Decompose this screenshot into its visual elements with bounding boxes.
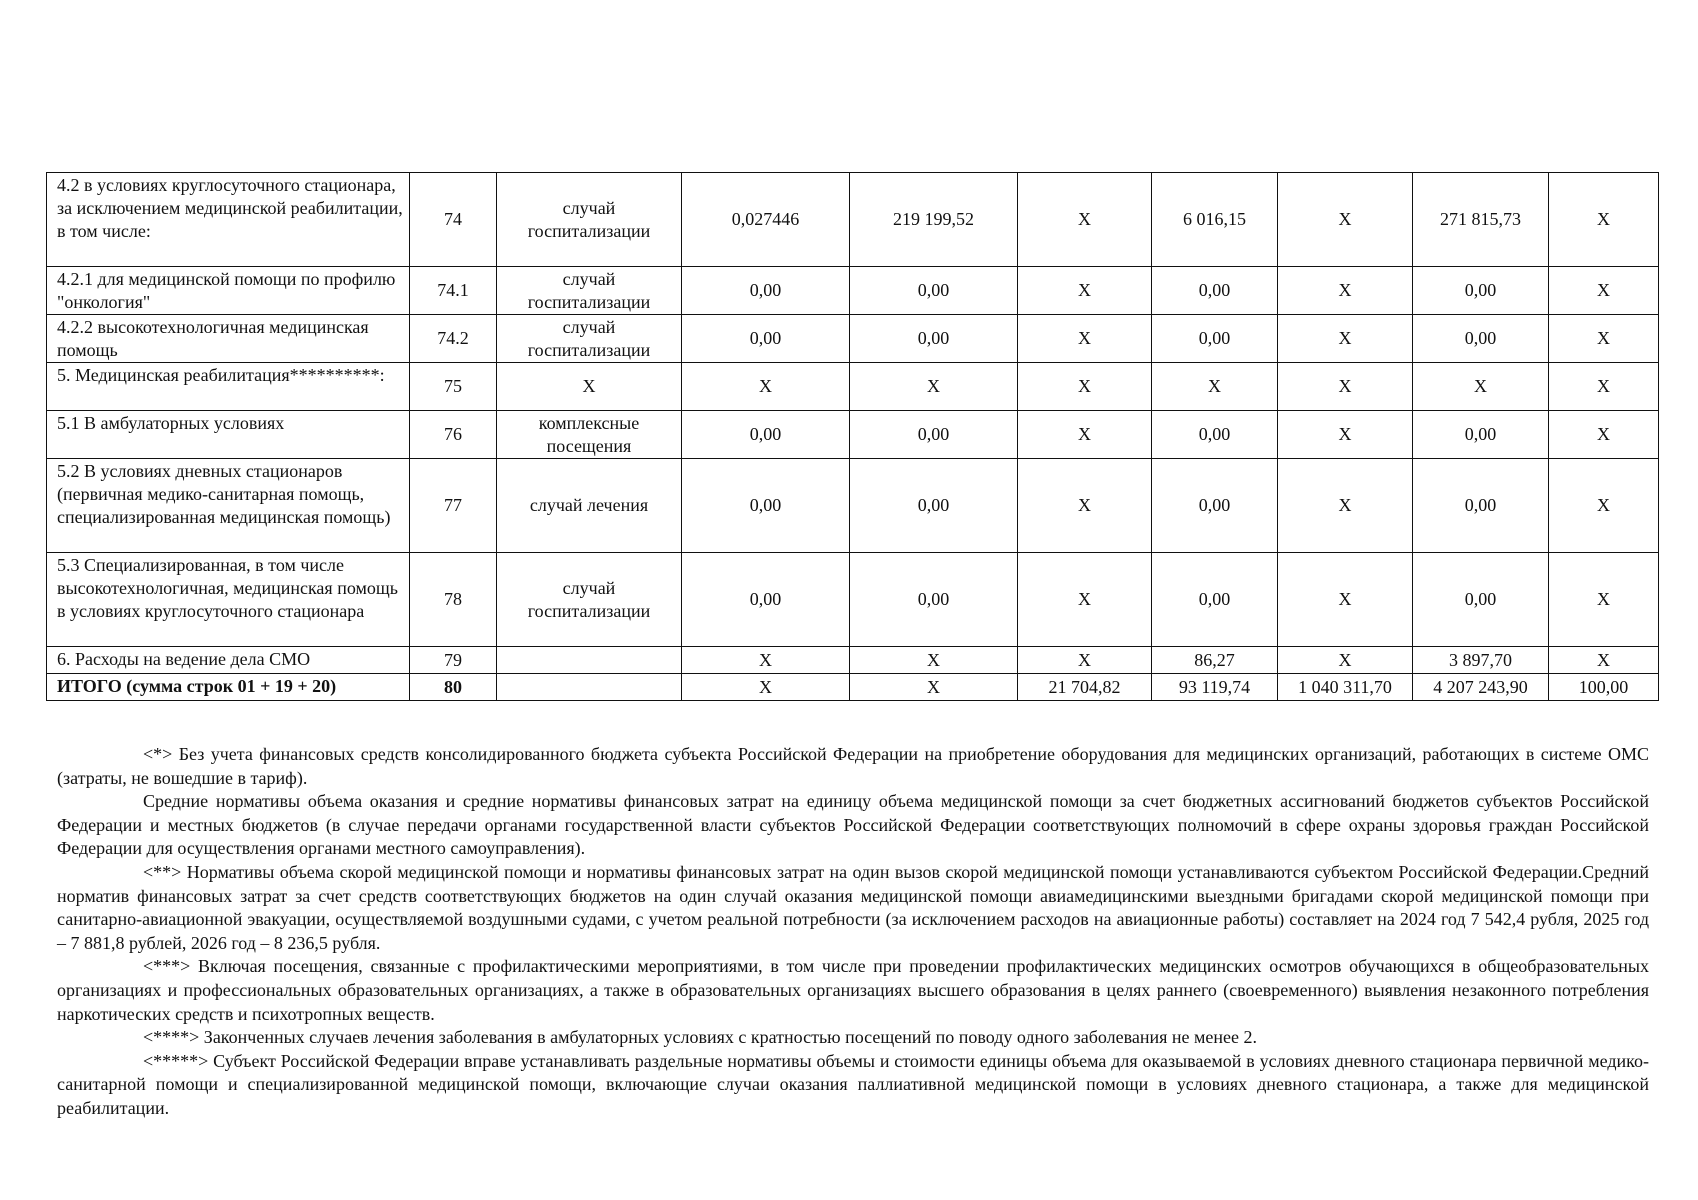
row-name: 5.3 Специализированная, в том числе высокотехнологичная, медицинская помощь в условиях круглосуточного стационара: [47, 553, 410, 647]
row-cell: 0,00: [682, 267, 850, 315]
row-cell: X: [1549, 411, 1659, 459]
row-cell: 86,27: [1152, 647, 1278, 674]
total-name: ИТОГО (сумма строк 01 + 19 + 20): [47, 674, 410, 701]
row-code: 76: [410, 411, 497, 459]
row-cell: 0,00: [1413, 553, 1549, 647]
row-cell: X: [1018, 553, 1152, 647]
row-cell: 0,00: [1413, 411, 1549, 459]
row-cell: 0,00: [682, 411, 850, 459]
row-cell: X: [1278, 459, 1413, 553]
row-cell: 0,00: [850, 267, 1018, 315]
table-row: [47, 647, 1659, 674]
row-cell: X: [1278, 267, 1413, 315]
row-cell: X: [1278, 315, 1413, 363]
row-cell: X: [1278, 411, 1413, 459]
row-cell: X: [1018, 411, 1152, 459]
row-name: 4.2 в условиях круглосуточного стационара, за исключением медицинской реабилитации, в том числе:: [47, 173, 410, 267]
row-code: 79: [410, 647, 497, 674]
row-cell: X: [1549, 267, 1659, 315]
row-cell: X: [1018, 363, 1152, 411]
total-cell: X: [850, 674, 1018, 701]
total-unit: [497, 674, 682, 701]
row-cell: X: [1018, 267, 1152, 315]
row-code: 75: [410, 363, 497, 411]
total-code: 80: [410, 674, 497, 701]
row-cell: X: [1549, 553, 1659, 647]
total-cell: 1 040 311,70: [1278, 674, 1413, 701]
row-cell: 0,00: [850, 459, 1018, 553]
row-code: 74.2: [410, 315, 497, 363]
row-code: 78: [410, 553, 497, 647]
table-row: [47, 267, 1659, 315]
row-cell: X: [1549, 363, 1659, 411]
row-unit: X: [497, 363, 682, 411]
row-cell: X: [1549, 459, 1659, 553]
row-unit: случай госпитализации: [497, 267, 682, 315]
row-cell: 0,00: [850, 553, 1018, 647]
row-unit: случай госпитализации: [497, 315, 682, 363]
row-cell: X: [1549, 173, 1659, 267]
row-cell: 0,00: [682, 459, 850, 553]
financing-table: [46, 172, 1659, 701]
row-cell: 0,00: [1413, 315, 1549, 363]
row-unit: случай лечения: [497, 459, 682, 553]
footnote: <**> Нормативы объема скорой медицинской помощи и нормативы финансовых затрат на один вызов скорой медицинской помощи устанавливаются субъектом Российской Федерации.Средний норматив финансовых затрат за счет средств соответствующих бюджетов на один случай оказания медицинской помощи авиамедицинскими выездными бригадами скорой медицинской помощи при санитарно-авиационной эвакуации, осуществляемой воздушными судами, с учетом реальной потребности (за исключением расходов на авиационные работы) составляет на 2024 год 7 542,4 рубля, 2025 год – 7 881,8 рублей, 2026 год – 8 236,5 рубля.: [57, 861, 1649, 953]
row-name: 5. Медицинская реабилитация**********:: [47, 363, 410, 411]
row-cell: X: [1018, 647, 1152, 674]
row-cell: X: [1278, 363, 1413, 411]
table-row: [47, 459, 1659, 553]
row-cell: 0,027446: [682, 173, 850, 267]
table-row: [47, 411, 1659, 459]
row-cell: X: [1018, 173, 1152, 267]
row-cell: X: [1549, 647, 1659, 674]
footnotes: [57, 743, 1649, 1121]
row-cell: 0,00: [1152, 459, 1278, 553]
row-cell: 0,00: [682, 553, 850, 647]
table-row: [47, 553, 1659, 647]
row-cell: X: [850, 363, 1018, 411]
row-unit: случай госпитализации: [497, 173, 682, 267]
row-name: 5.2 В условиях дневных стационаров (первичная медико-санитарная помощь, специализированная медицинская помощь): [47, 459, 410, 553]
row-cell: X: [682, 647, 850, 674]
footnote: <***> Включая посещения, связанные с профилактическими мероприятиями, в том числе при проведении профилактических медицинских осмотров обучающихся в общеобразовательных организациях и профессиональных образовательных организациях, а также в образовательных организациях высшего образования в целях раннего (своевременного) выявления незаконного потребления наркотических средств и психотропных веществ.: [57, 956, 1649, 1024]
row-cell: X: [1278, 647, 1413, 674]
row-cell: X: [1549, 315, 1659, 363]
row-code: 74: [410, 173, 497, 267]
row-cell: 0,00: [1152, 553, 1278, 647]
row-cell: 6 016,15: [1152, 173, 1278, 267]
total-cell: 93 119,74: [1152, 674, 1278, 701]
row-cell: X: [1278, 173, 1413, 267]
row-cell: 219 199,52: [850, 173, 1018, 267]
row-name: 4.2.2 высокотехнологичная медицинская помощь: [47, 315, 410, 363]
row-cell: X: [682, 363, 850, 411]
row-cell: 0,00: [850, 411, 1018, 459]
row-cell: X: [1152, 363, 1278, 411]
row-unit: [497, 647, 682, 674]
row-name: 4.2.1 для медицинской помощи по профилю "онкология": [47, 267, 410, 315]
row-code: 77: [410, 459, 497, 553]
row-cell: 3 897,70: [1413, 647, 1549, 674]
total-cell: X: [682, 674, 850, 701]
row-cell: X: [1018, 315, 1152, 363]
row-cell: X: [850, 647, 1018, 674]
row-code: 74.1: [410, 267, 497, 315]
total-cell: 100,00: [1549, 674, 1659, 701]
row-cell: 271 815,73: [1413, 173, 1549, 267]
row-cell: 0,00: [850, 315, 1018, 363]
footnote: <*> Без учета финансовых средств консолидированного бюджета субъекта Российской Федерации на приобретение оборудования для медицинских организаций, работающих в системе ОМС (затраты, не вошедшие в тариф).: [57, 744, 1649, 788]
footnote: <****> Законченных случаев лечения заболевания в амбулаторных условиях с кратностью посещений по поводу одного заболевания не менее 2.: [143, 1027, 1258, 1048]
row-cell: 0,00: [1152, 315, 1278, 363]
row-cell: 0,00: [1152, 267, 1278, 315]
table-row: [47, 173, 1659, 267]
total-cell: 21 704,82: [1018, 674, 1152, 701]
table-row: [47, 315, 1659, 363]
total-row: [47, 674, 1659, 701]
row-name: 5.1 В амбулаторных условиях: [47, 411, 410, 459]
row-cell: 0,00: [1413, 459, 1549, 553]
row-cell: 0,00: [1152, 411, 1278, 459]
row-unit: случай госпитализации: [497, 553, 682, 647]
row-cell: 0,00: [682, 315, 850, 363]
row-cell: 0,00: [1413, 267, 1549, 315]
row-cell: X: [1018, 459, 1152, 553]
row-name: 6. Расходы на ведение дела СМО: [47, 647, 410, 674]
table-row: [47, 363, 1659, 411]
footnote: <*****> Субъект Российской Федерации вправе устанавливать раздельные нормативы объемы и стоимости единицы объема для оказываемой в условиях дневного стационара первичной медико-санитарной помощи и специализированной медицинской помощи, включающие случаи оказания паллиативной медицинской помощи в условиях дневного стационара, а также для медицинской реабилитации.: [57, 1050, 1649, 1118]
row-cell: X: [1413, 363, 1549, 411]
total-cell: 4 207 243,90: [1413, 674, 1549, 701]
footnote: Средние нормативы объема оказания и средние нормативы финансовых затрат на единицу объема медицинской помощи за счет бюджетных ассигнований бюджетов субъектов Российской Федерации и местных бюджетов (в случае передачи органами государственной власти субъектов Российской Федерации соответствующих полномочий в сфере охраны здоровья граждан Российской Федерации для осуществления органами местного самоуправления).: [57, 791, 1649, 859]
row-unit: комплексные посещения: [497, 411, 682, 459]
row-cell: X: [1278, 553, 1413, 647]
